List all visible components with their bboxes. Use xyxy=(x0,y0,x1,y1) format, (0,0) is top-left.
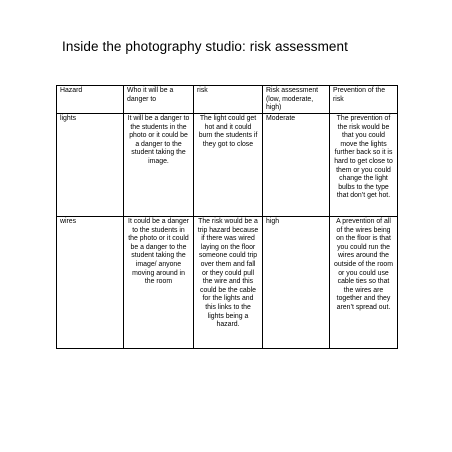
cell-assessment: Moderate xyxy=(263,114,330,217)
risk-assessment-table xyxy=(56,85,398,349)
header-prevention: Prevention of the risk xyxy=(330,86,398,114)
header-risk-assessment: Risk assessment (low, moderate, high) xyxy=(263,86,330,114)
header-risk: risk xyxy=(194,86,263,114)
header-hazard: Hazard xyxy=(57,86,124,114)
cell-prevention: The prevention of the risk would be that you could move the lights further back so it is hard to get close to them or you could change the light bulbs to the type that don’t get hot. xyxy=(330,114,398,217)
cell-risk: The light could get hot and it could burn the students if they got to close xyxy=(194,114,263,217)
table-row xyxy=(57,217,398,349)
cell-who: It will be a danger to the students in the photo or it could be a danger to the student taking the image. xyxy=(124,114,194,217)
cell-prevention: A prevention of all of the wires being on the floor is that you could run the wires around the outside of the room or you could use cable ties so that the wires are together and they aren’t spread out. xyxy=(330,217,398,349)
cell-who: It could be a danger to the students in the photo or it could be a danger to the student taking the image/ anyone moving around in the room xyxy=(124,217,194,349)
page-title: Inside the photography studio: risk assessment xyxy=(62,39,349,54)
cell-assessment: high xyxy=(263,217,330,349)
header-who: Who it will be a danger to xyxy=(124,86,194,114)
table-header-row xyxy=(57,86,398,114)
table-row xyxy=(57,114,398,217)
cell-risk: The risk would be a trip hazard because if there was wired laying on the floor someone could trip over them and fall or they could pull the wire and this could be the cable for the lights and this links to the lights being a hazard. xyxy=(194,217,263,349)
cell-hazard: wires xyxy=(57,217,124,349)
cell-hazard: lights xyxy=(57,114,124,217)
